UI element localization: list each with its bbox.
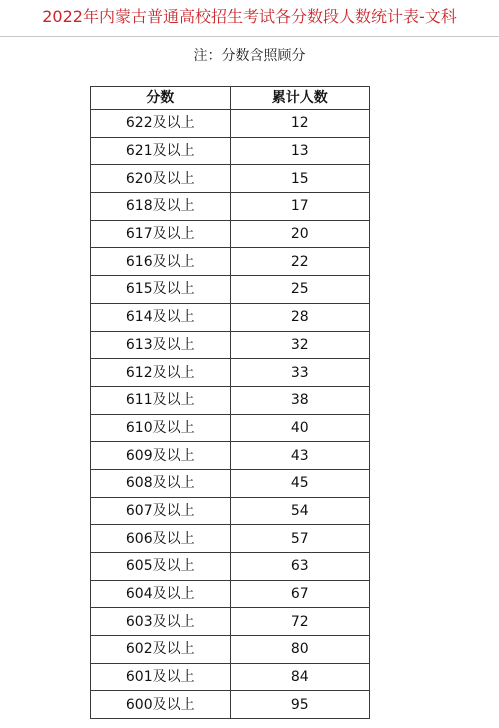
table-row — [91, 248, 370, 276]
count-cell: 15 — [230, 165, 370, 193]
page-title: 2022年内蒙古普通高校招生考试各分数段人数统计表-文科 — [42, 7, 457, 26]
count-cell: 38 — [230, 386, 370, 414]
count-cell: 25 — [230, 276, 370, 304]
table-row — [91, 608, 370, 636]
count-cell: 67 — [230, 580, 370, 608]
table-row — [91, 276, 370, 304]
score-distribution-table — [90, 86, 370, 719]
score-cell: 606及以上 — [91, 525, 231, 553]
count-cell: 13 — [230, 137, 370, 165]
table-row — [91, 525, 370, 553]
score-cell: 614及以上 — [91, 303, 231, 331]
table-row — [91, 469, 370, 497]
count-cell: 43 — [230, 442, 370, 470]
count-cell: 22 — [230, 248, 370, 276]
table-row — [91, 414, 370, 442]
count-cell: 54 — [230, 497, 370, 525]
count-cell: 45 — [230, 469, 370, 497]
count-cell: 20 — [230, 220, 370, 248]
score-cell: 608及以上 — [91, 469, 231, 497]
table-row — [91, 303, 370, 331]
count-cell: 72 — [230, 608, 370, 636]
score-cell: 621及以上 — [91, 137, 231, 165]
table-note: 注：分数含照顾分 — [193, 48, 306, 64]
count-cell: 28 — [230, 303, 370, 331]
score-cell: 602及以上 — [91, 636, 231, 664]
count-cell: 12 — [230, 110, 370, 138]
count-cell: 95 — [230, 691, 370, 719]
score-cell: 605及以上 — [91, 553, 231, 581]
table-row — [91, 553, 370, 581]
count-cell: 57 — [230, 525, 370, 553]
table-row — [91, 359, 370, 387]
score-cell: 607及以上 — [91, 497, 231, 525]
score-cell: 610及以上 — [91, 414, 231, 442]
count-cell: 80 — [230, 636, 370, 664]
score-cell: 620及以上 — [91, 165, 231, 193]
header-cumulative-count: 累计人数 — [230, 87, 370, 110]
score-cell: 622及以上 — [91, 110, 231, 138]
header-score: 分数 — [91, 87, 231, 110]
score-cell: 616及以上 — [91, 248, 231, 276]
table-row — [91, 193, 370, 221]
score-cell: 618及以上 — [91, 193, 231, 221]
score-cell: 603及以上 — [91, 608, 231, 636]
count-cell: 63 — [230, 553, 370, 581]
score-cell: 604及以上 — [91, 580, 231, 608]
table-row — [91, 331, 370, 359]
table-header-row — [91, 87, 370, 110]
count-cell: 33 — [230, 359, 370, 387]
score-cell: 612及以上 — [91, 359, 231, 387]
score-cell: 617及以上 — [91, 220, 231, 248]
table-row — [91, 442, 370, 470]
table-row — [91, 220, 370, 248]
count-cell: 84 — [230, 663, 370, 691]
table-row — [91, 137, 370, 165]
table-row — [91, 386, 370, 414]
score-cell: 609及以上 — [91, 442, 231, 470]
score-cell: 613及以上 — [91, 331, 231, 359]
table-row — [91, 165, 370, 193]
count-cell: 17 — [230, 193, 370, 221]
score-cell: 600及以上 — [91, 691, 231, 719]
table-row — [91, 580, 370, 608]
table-row — [91, 497, 370, 525]
count-cell: 40 — [230, 414, 370, 442]
table-row — [91, 636, 370, 664]
score-cell: 611及以上 — [91, 386, 231, 414]
table-row — [91, 663, 370, 691]
score-cell: 601及以上 — [91, 663, 231, 691]
title-divider — [0, 36, 499, 37]
count-cell: 32 — [230, 331, 370, 359]
table-row — [91, 110, 370, 138]
score-cell: 615及以上 — [91, 276, 231, 304]
table-row — [91, 691, 370, 719]
